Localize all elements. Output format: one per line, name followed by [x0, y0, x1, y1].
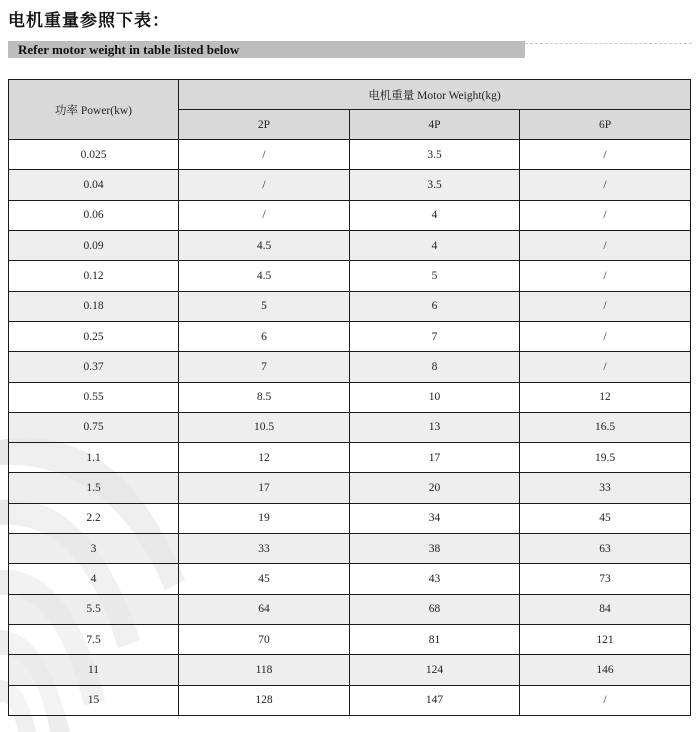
table-body: [9, 140, 691, 716]
power-cell: 0.37: [9, 352, 179, 382]
weight-6p-cell: /: [520, 685, 691, 715]
table-row: [9, 655, 691, 685]
weight-4p-cell: 4: [350, 230, 520, 260]
weight-2p-cell: /: [179, 200, 350, 230]
weight-6p-cell: 146: [520, 655, 691, 685]
weight-6p-cell: 19.5: [520, 443, 691, 473]
power-cell: 0.25: [9, 321, 179, 351]
table-row: [9, 291, 691, 321]
power-cell: 0.06: [9, 200, 179, 230]
weight-6p-cell: 33: [520, 473, 691, 503]
weight-2p-cell: 4.5: [179, 230, 350, 260]
table-row: [9, 503, 691, 533]
weight-2p-cell: 8.5: [179, 382, 350, 412]
table-row: [9, 625, 691, 655]
weight-2p-cell: 118: [179, 655, 350, 685]
weight-2p-cell: 70: [179, 625, 350, 655]
power-cell: 0.55: [9, 382, 179, 412]
weight-2p-cell: 33: [179, 534, 350, 564]
table-row: [9, 443, 691, 473]
table-row: [9, 382, 691, 412]
table-row: [9, 564, 691, 594]
weight-4p-cell: 3.5: [350, 170, 520, 200]
weight-6p-cell: /: [520, 321, 691, 351]
pole-header-2p: 2P: [179, 110, 350, 140]
motor-weight-header: 电机重量 Motor Weight(kg): [179, 80, 691, 110]
power-cell: 0.12: [9, 261, 179, 291]
power-cell: 1.1: [9, 443, 179, 473]
weight-6p-cell: /: [520, 170, 691, 200]
table-row: [9, 230, 691, 260]
power-cell: 15: [9, 685, 179, 715]
weight-6p-cell: /: [520, 352, 691, 382]
weight-4p-cell: 43: [350, 564, 520, 594]
weight-4p-cell: 7: [350, 321, 520, 351]
table-row: [9, 534, 691, 564]
weight-2p-cell: /: [179, 170, 350, 200]
weight-6p-cell: /: [520, 230, 691, 260]
weight-4p-cell: 8: [350, 352, 520, 382]
table-row: [9, 473, 691, 503]
weight-4p-cell: 38: [350, 534, 520, 564]
power-cell: 0.18: [9, 291, 179, 321]
table-row: [9, 594, 691, 624]
weight-2p-cell: 5: [179, 291, 350, 321]
weight-2p-cell: 4.5: [179, 261, 350, 291]
pole-header-4p: 4P: [350, 110, 520, 140]
weight-6p-cell: 63: [520, 534, 691, 564]
weight-4p-cell: 3.5: [350, 140, 520, 170]
power-cell: 2.2: [9, 503, 179, 533]
weight-6p-cell: 73: [520, 564, 691, 594]
table-row: [9, 200, 691, 230]
power-cell: 7.5: [9, 625, 179, 655]
weight-4p-cell: 5: [350, 261, 520, 291]
pole-header-6p: 6P: [520, 110, 691, 140]
weight-6p-cell: 16.5: [520, 412, 691, 442]
motor-weight-table: [8, 79, 691, 716]
weight-2p-cell: /: [179, 140, 350, 170]
table-row: [9, 140, 691, 170]
weight-2p-cell: 64: [179, 594, 350, 624]
weight-2p-cell: 7: [179, 352, 350, 382]
weight-4p-cell: 68: [350, 594, 520, 624]
table-row: [9, 170, 691, 200]
weight-6p-cell: /: [520, 291, 691, 321]
table-row: [9, 321, 691, 351]
weight-4p-cell: 34: [350, 503, 520, 533]
weight-4p-cell: 147: [350, 685, 520, 715]
weight-2p-cell: 10.5: [179, 412, 350, 442]
weight-6p-cell: /: [520, 261, 691, 291]
weight-4p-cell: 13: [350, 412, 520, 442]
power-cell: 3: [9, 534, 179, 564]
weight-6p-cell: /: [520, 140, 691, 170]
weight-2p-cell: 45: [179, 564, 350, 594]
weight-2p-cell: 17: [179, 473, 350, 503]
weight-2p-cell: 12: [179, 443, 350, 473]
weight-2p-cell: 19: [179, 503, 350, 533]
weight-4p-cell: 124: [350, 655, 520, 685]
subtitle-text: Refer motor weight in table listed below: [18, 42, 240, 57]
table-row: [9, 261, 691, 291]
weight-2p-cell: 128: [179, 685, 350, 715]
weight-6p-cell: /: [520, 200, 691, 230]
weight-6p-cell: 84: [520, 594, 691, 624]
page-title: 电机重量参照下表：: [8, 11, 170, 31]
power-cell: 1.5: [9, 473, 179, 503]
table-row: [9, 352, 691, 382]
subtitle-bar: [8, 41, 525, 58]
weight-4p-cell: 6: [350, 291, 520, 321]
weight-6p-cell: 12: [520, 382, 691, 412]
power-cell: 4: [9, 564, 179, 594]
table-row: [9, 412, 691, 442]
weight-6p-cell: 121: [520, 625, 691, 655]
weight-4p-cell: 20: [350, 473, 520, 503]
subtitle-divider: [525, 43, 692, 44]
weight-6p-cell: 45: [520, 503, 691, 533]
power-column-header: 功率 Power(kw): [9, 80, 179, 140]
power-cell: 0.75: [9, 412, 179, 442]
weight-4p-cell: 4: [350, 200, 520, 230]
weight-4p-cell: 81: [350, 625, 520, 655]
weight-4p-cell: 17: [350, 443, 520, 473]
power-cell: 0.025: [9, 140, 179, 170]
weight-2p-cell: 6: [179, 321, 350, 351]
table-row: [9, 685, 691, 715]
weight-4p-cell: 10: [350, 382, 520, 412]
power-cell: 0.04: [9, 170, 179, 200]
power-cell: 11: [9, 655, 179, 685]
power-cell: 5.5: [9, 594, 179, 624]
power-cell: 0.09: [9, 230, 179, 260]
